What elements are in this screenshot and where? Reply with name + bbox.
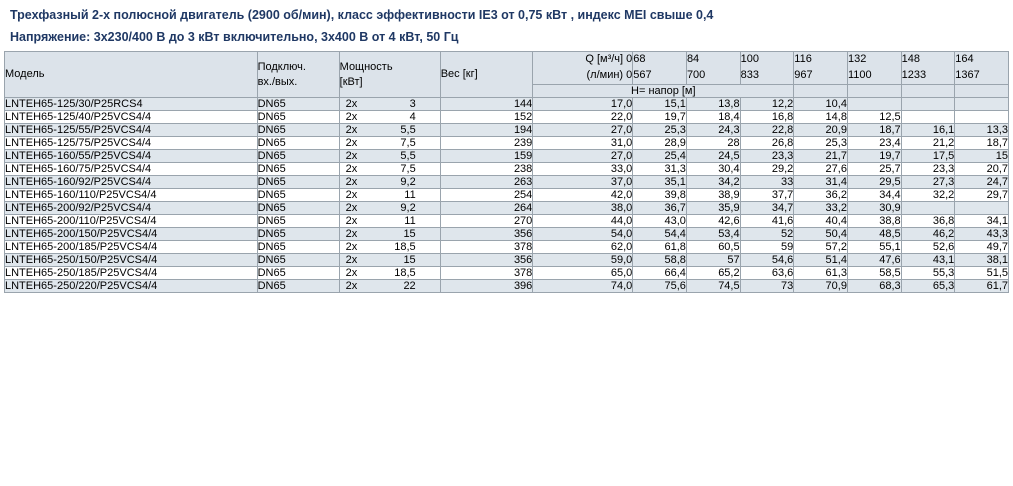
table-row: [5, 254, 1009, 267]
cell-power: [339, 254, 440, 267]
cell-head-value: 13,8: [686, 98, 740, 111]
header-flow-col-3: [794, 52, 848, 85]
power-value: 15: [403, 254, 416, 267]
flow-lmin-1: 700: [686, 69, 706, 82]
cell-model: LNTEH65-125/55/P25VCS4/4: [5, 124, 258, 137]
table-row: [5, 124, 1009, 137]
cell-model: LNTEH65-200/185/P25VCS4/4: [5, 241, 258, 254]
cell-connection: DN65: [257, 254, 339, 267]
cell-head-value: 27,6: [794, 163, 848, 176]
cell-power: [339, 241, 440, 254]
cell-head-value: 43,1: [901, 254, 955, 267]
cell-head-value: [955, 98, 1009, 111]
cell-head-value: 55,3: [901, 267, 955, 280]
header-connection-line1: Подключ.: [257, 60, 306, 73]
cell-head-value: 36,2: [794, 189, 848, 202]
cell-weight: 152: [440, 111, 533, 124]
cell-head-value: 27,0: [533, 124, 633, 137]
header-flow-col-0: [633, 52, 687, 85]
flow-m3h-2: 100: [740, 53, 759, 66]
cell-connection: DN65: [257, 228, 339, 241]
cell-head-value: 14,8: [794, 111, 848, 124]
cell-head-value: 61,7: [955, 280, 1009, 293]
header-row-flow: [5, 52, 1009, 85]
cell-head-value: 36,8: [901, 215, 955, 228]
cell-model: LNTEH65-250/185/P25VCS4/4: [5, 267, 258, 280]
cell-head-value: 31,4: [794, 176, 848, 189]
cell-head-value: [901, 111, 955, 124]
cell-head-value: [955, 111, 1009, 124]
power-multiplier: 2х: [345, 150, 358, 163]
cell-head-value: 27,0: [533, 150, 633, 163]
cell-head-value: 75,6: [633, 280, 687, 293]
cell-head-value: 38,0: [533, 202, 633, 215]
cell-head-value: 70,9: [794, 280, 848, 293]
cell-connection: DN65: [257, 215, 339, 228]
power-multiplier: 2х: [345, 228, 358, 241]
flow-m3h-3: 116: [794, 53, 812, 66]
cell-head-value: 28,9: [633, 137, 687, 150]
cell-head-value: 74,0: [533, 280, 633, 293]
table-row: [5, 163, 1009, 176]
cell-head-value: 32,2: [901, 189, 955, 202]
cell-head-value: 34,1: [955, 215, 1009, 228]
cell-head-value: 19,7: [633, 111, 687, 124]
flow-lmin-0: 567: [633, 69, 652, 82]
cell-head-value: 25,3: [794, 137, 848, 150]
cell-head-value: 24,7: [955, 176, 1009, 189]
cell-power: [339, 163, 440, 176]
cell-head-value: 25,4: [633, 150, 687, 163]
cell-head-value: 54,4: [633, 228, 687, 241]
cell-head-value: [901, 98, 955, 111]
flow-m3h-1: 84: [686, 53, 700, 66]
cell-model: LNTEH65-250/220/P25VCS4/4: [5, 280, 258, 293]
cell-head-value: 38,8: [847, 215, 901, 228]
cell-connection: DN65: [257, 163, 339, 176]
cell-model: LNTEH65-200/92/P25VCS4/4: [5, 202, 258, 215]
cell-head-value: 59,0: [533, 254, 633, 267]
cell-head-value: 73: [740, 280, 794, 293]
cell-head-value: 48,5: [847, 228, 901, 241]
power-value: 22: [403, 280, 416, 293]
cell-weight: 238: [440, 163, 533, 176]
cell-model: LNTEH65-125/30/P25RCS4: [5, 98, 258, 111]
power-value: 5,5: [400, 150, 416, 163]
cell-head-value: 68,3: [847, 280, 901, 293]
header-flow-col-1: [686, 52, 740, 85]
table-row: [5, 202, 1009, 215]
cell-head-value: 50,4: [794, 228, 848, 241]
page-title: Трехфазный 2-х полюсной двигатель (2900 об/мин), класс эффективности IE3 от 0,75 кВт , индекс MEI свыше 0,4: [10, 8, 714, 22]
cell-head-value: 15: [955, 150, 1009, 163]
power-multiplier: 2х: [345, 98, 358, 111]
cell-head-value: 17,5: [901, 150, 955, 163]
cell-head-value: 38,1: [955, 254, 1009, 267]
cell-head-value: 53,4: [686, 228, 740, 241]
cell-power: [339, 280, 440, 293]
cell-head-value: 35,1: [633, 176, 687, 189]
cell-head-value: 12,5: [847, 111, 901, 124]
power-multiplier: 2х: [345, 202, 358, 215]
flow-m3h-0: 68: [633, 53, 646, 66]
cell-connection: DN65: [257, 137, 339, 150]
header-head-label: H= напор [м]: [533, 85, 794, 98]
flow-m3h-4: 132: [847, 53, 867, 66]
power-value: 9,2: [400, 202, 416, 215]
cell-connection: DN65: [257, 150, 339, 163]
power-multiplier: 2х: [345, 267, 358, 280]
cell-head-value: 41,6: [740, 215, 794, 228]
header-weight: [440, 52, 533, 98]
cell-head-value: 58,8: [633, 254, 687, 267]
cell-head-value: 18,7: [847, 124, 901, 137]
cell-head-value: 29,5: [847, 176, 901, 189]
cell-head-value: 10,4: [794, 98, 848, 111]
header-flow-col-4: [847, 52, 901, 85]
cell-head-value: 34,7: [740, 202, 794, 215]
cell-weight: 194: [440, 124, 533, 137]
cell-connection: DN65: [257, 202, 339, 215]
table-row: [5, 150, 1009, 163]
cell-weight: 263: [440, 176, 533, 189]
cell-power: [339, 189, 440, 202]
cell-model: LNTEH65-200/110/P25VCS4/4: [5, 215, 258, 228]
cell-connection: DN65: [257, 241, 339, 254]
power-value: 11: [404, 189, 416, 202]
table-header: [5, 52, 1009, 98]
cell-head-value: 38,9: [686, 189, 740, 202]
cell-head-value: 65,2: [686, 267, 740, 280]
page-subtitle: Напряжение: 3х230/400 В до 3 кВт включительно, 3х400 В от 4 кВт, 50 Гц: [10, 29, 459, 44]
cell-head-value: 19,7: [847, 150, 901, 163]
cell-head-value: 16,1: [901, 124, 955, 137]
cell-head-value: 51,5: [955, 267, 1009, 280]
power-value: 5,5: [400, 124, 416, 137]
table-row: [5, 98, 1009, 111]
cell-head-value: 18,4: [686, 111, 740, 124]
cell-head-value: 43,0: [633, 215, 687, 228]
cell-head-value: 34,2: [686, 176, 740, 189]
header-flow-col-6: [955, 52, 1009, 85]
cell-head-value: 66,4: [633, 267, 687, 280]
header-flow-lmin: (л/мин) 0: [586, 69, 633, 82]
cell-connection: DN65: [257, 189, 339, 202]
cell-weight: 378: [440, 241, 533, 254]
header-head-blank-1: [794, 85, 848, 98]
cell-head-value: 20,7: [955, 163, 1009, 176]
table-row: [5, 176, 1009, 189]
cell-head-value: [847, 98, 901, 111]
cell-head-value: 24,5: [686, 150, 740, 163]
cell-head-value: 30,4: [686, 163, 740, 176]
cell-connection: DN65: [257, 176, 339, 189]
cell-power: [339, 124, 440, 137]
cell-head-value: 58,5: [847, 267, 901, 280]
table-row: [5, 189, 1009, 202]
power-multiplier: 2х: [345, 176, 358, 189]
cell-head-value: 25,3: [633, 124, 687, 137]
flow-m3h-5: 148: [901, 53, 920, 66]
cell-weight: 144: [440, 98, 533, 111]
cell-head-value: 31,0: [533, 137, 633, 150]
cell-head-value: 57: [686, 254, 740, 267]
cell-weight: 264: [440, 202, 533, 215]
cell-head-value: 21,7: [794, 150, 848, 163]
cell-power: [339, 150, 440, 163]
cell-head-value: 57,2: [794, 241, 848, 254]
cell-weight: 356: [440, 228, 533, 241]
cell-head-value: 74,5: [686, 280, 740, 293]
cell-head-value: 27,3: [901, 176, 955, 189]
cell-head-value: 33: [740, 176, 794, 189]
header-connection: [257, 52, 339, 98]
cell-connection: DN65: [257, 111, 339, 124]
cell-head-value: 47,6: [847, 254, 901, 267]
cell-model: LNTEH65-160/110/P25VCS4/4: [5, 189, 258, 202]
cell-model: LNTEH65-125/40/P25VCS4/4: [5, 111, 258, 124]
cell-head-value: 51,4: [794, 254, 848, 267]
power-multiplier: 2х: [345, 124, 358, 137]
cell-power: [339, 202, 440, 215]
cell-model: LNTEH65-200/150/P25VCS4/4: [5, 228, 258, 241]
table-body: [5, 98, 1009, 293]
cell-head-value: 37,0: [533, 176, 633, 189]
cell-power: [339, 176, 440, 189]
header-power-line1: Мощность: [339, 60, 393, 73]
cell-head-value: 36,7: [633, 202, 687, 215]
header-weight-label: Вес [кг]: [440, 68, 478, 81]
cell-connection: DN65: [257, 98, 339, 111]
flow-lmin-3: 967: [794, 69, 813, 82]
table-row: [5, 111, 1009, 124]
cell-head-value: 31,3: [633, 163, 687, 176]
cell-head-value: 33,2: [794, 202, 848, 215]
pump-specs-table: [4, 51, 1009, 293]
power-multiplier: 2х: [345, 189, 358, 202]
cell-head-value: 26,8: [740, 137, 794, 150]
power-multiplier: 2х: [345, 280, 358, 293]
cell-head-value: 44,0: [533, 215, 633, 228]
header-flow-col-2: [740, 52, 794, 85]
power-value: 18,5: [394, 267, 416, 280]
power-value: 7,5: [400, 163, 416, 176]
header-model-label: Модель: [5, 68, 45, 81]
cell-power: [339, 267, 440, 280]
cell-head-value: 18,7: [955, 137, 1009, 150]
power-value: 7,5: [400, 137, 416, 150]
cell-head-value: 21,2: [901, 137, 955, 150]
header-flow-units: [533, 52, 633, 85]
cell-head-value: 29,7: [955, 189, 1009, 202]
power-value: 4: [409, 111, 416, 124]
table-row: [5, 267, 1009, 280]
power-value: 3: [409, 98, 416, 111]
cell-head-value: 54,6: [740, 254, 794, 267]
flow-lmin-2: 833: [740, 69, 759, 82]
cell-head-value: 49,7: [955, 241, 1009, 254]
cell-head-value: 12,2: [740, 98, 794, 111]
cell-weight: 270: [440, 215, 533, 228]
cell-head-value: 52: [740, 228, 794, 241]
cell-head-value: 23,3: [901, 163, 955, 176]
power-value: 15: [403, 228, 416, 241]
cell-head-value: 59: [740, 241, 794, 254]
cell-connection: DN65: [257, 267, 339, 280]
flow-lmin-5: 1233: [901, 69, 927, 82]
cell-model: LNTEH65-160/55/P25VCS4/4: [5, 150, 258, 163]
cell-weight: 239: [440, 137, 533, 150]
cell-head-value: 40,4: [794, 215, 848, 228]
header-flow-col-5: [901, 52, 955, 85]
power-value: 9,2: [400, 176, 416, 189]
table-row: [5, 215, 1009, 228]
power-value: 11: [404, 215, 416, 228]
cell-head-value: 65,3: [901, 280, 955, 293]
cell-head-value: 52,6: [901, 241, 955, 254]
cell-model: LNTEH65-160/75/P25VCS4/4: [5, 163, 258, 176]
cell-head-value: 43,3: [955, 228, 1009, 241]
cell-head-value: 29,2: [740, 163, 794, 176]
cell-head-value: 22,0: [533, 111, 633, 124]
header-model: [5, 52, 258, 98]
cell-model: LNTEH65-250/150/P25VCS4/4: [5, 254, 258, 267]
cell-connection: DN65: [257, 124, 339, 137]
cell-power: [339, 215, 440, 228]
cell-head-value: 13,3: [955, 124, 1009, 137]
cell-head-value: [955, 202, 1009, 215]
table-row: [5, 228, 1009, 241]
cell-head-value: 60,5: [686, 241, 740, 254]
cell-head-value: 42,6: [686, 215, 740, 228]
cell-power: [339, 98, 440, 111]
cell-power: [339, 137, 440, 150]
header-head-blank-4: [955, 85, 1009, 98]
cell-head-value: 39,8: [633, 189, 687, 202]
header-power-line2: [кВт]: [339, 75, 363, 88]
cell-head-value: 55,1: [847, 241, 901, 254]
table-row: [5, 280, 1009, 293]
cell-head-value: 24,3: [686, 124, 740, 137]
cell-power: [339, 228, 440, 241]
cell-head-value: 42,0: [533, 189, 633, 202]
cell-connection: DN65: [257, 280, 339, 293]
cell-weight: 378: [440, 267, 533, 280]
flow-lmin-6: 1367: [955, 69, 980, 82]
power-multiplier: 2х: [345, 137, 358, 150]
power-multiplier: 2х: [345, 241, 358, 254]
table-row: [5, 241, 1009, 254]
cell-model: LNTEH65-160/92/P25VCS4/4: [5, 176, 258, 189]
cell-head-value: 61,8: [633, 241, 687, 254]
header-flow-m3h: Q [м³/ч] 0: [585, 53, 633, 66]
power-multiplier: 2х: [345, 215, 358, 228]
cell-head-value: 37,7: [740, 189, 794, 202]
cell-head-value: 25,7: [847, 163, 901, 176]
cell-head-value: 63,6: [740, 267, 794, 280]
cell-head-value: 46,2: [901, 228, 955, 241]
cell-head-value: 30,9: [847, 202, 901, 215]
cell-head-value: 65,0: [533, 267, 633, 280]
power-value: 18,5: [394, 241, 416, 254]
cell-weight: 254: [440, 189, 533, 202]
header-head-blank-3: [901, 85, 955, 98]
cell-head-value: 61,3: [794, 267, 848, 280]
cell-head-value: 28: [686, 137, 740, 150]
power-multiplier: 2х: [345, 163, 358, 176]
cell-model: LNTEH65-125/75/P25VCS4/4: [5, 137, 258, 150]
cell-weight: 356: [440, 254, 533, 267]
cell-head-value: 17,0: [533, 98, 633, 111]
cell-weight: 159: [440, 150, 533, 163]
power-multiplier: 2х: [345, 254, 358, 267]
cell-head-value: 62,0: [533, 241, 633, 254]
cell-power: [339, 111, 440, 124]
cell-head-value: 23,3: [740, 150, 794, 163]
flow-lmin-4: 1100: [847, 69, 872, 82]
cell-head-value: [901, 202, 955, 215]
flow-m3h-6: 164: [955, 53, 974, 66]
cell-head-value: 54,0: [533, 228, 633, 241]
cell-head-value: 23,4: [847, 137, 901, 150]
power-multiplier: 2х: [345, 111, 358, 124]
table-row: [5, 137, 1009, 150]
cell-head-value: 20,9: [794, 124, 848, 137]
cell-weight: 396: [440, 280, 533, 293]
cell-head-value: 35,9: [686, 202, 740, 215]
cell-head-value: 16,8: [740, 111, 794, 124]
header-connection-line2: вх./вых.: [257, 75, 298, 88]
header-power: [339, 52, 440, 98]
cell-head-value: 34,4: [847, 189, 901, 202]
cell-head-value: 33,0: [533, 163, 633, 176]
cell-head-value: 22,8: [740, 124, 794, 137]
header-head-blank-2: [847, 85, 901, 98]
cell-head-value: 15,1: [633, 98, 687, 111]
